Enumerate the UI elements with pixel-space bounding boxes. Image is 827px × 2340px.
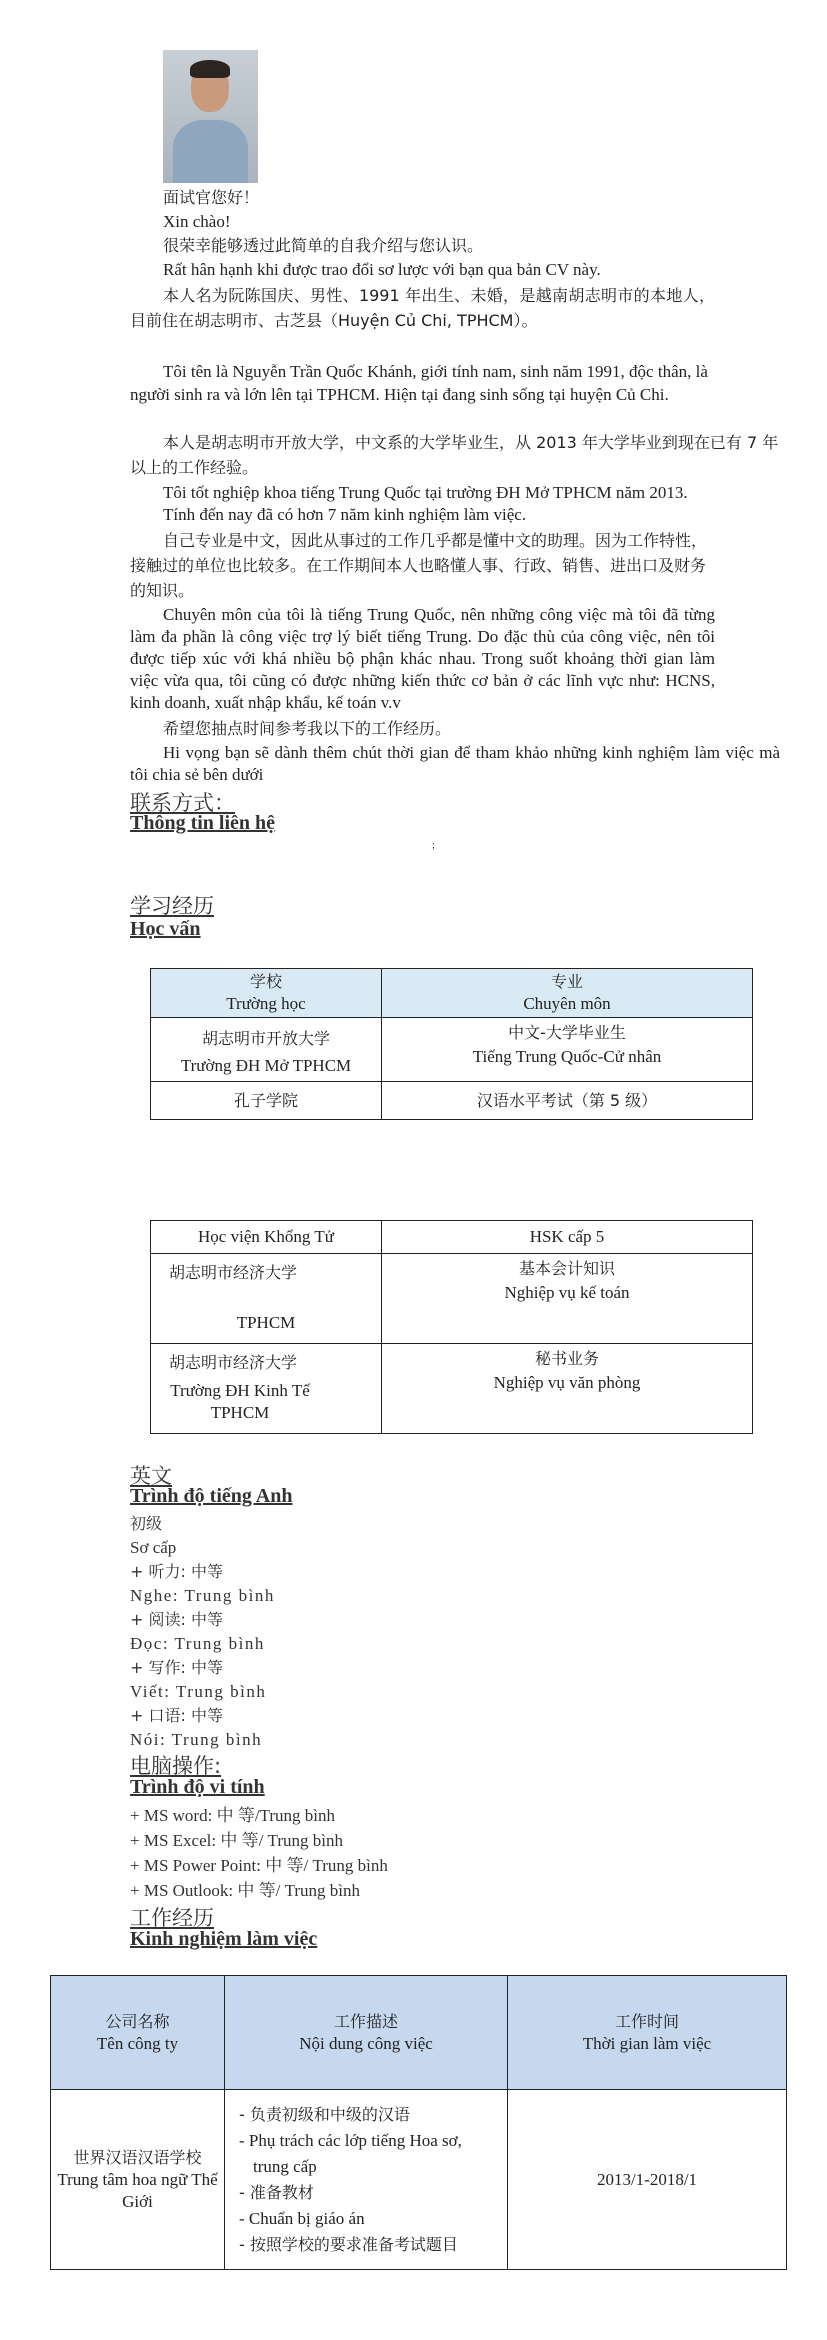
header-school-vn: Trường học [226,994,306,1013]
work-table [50,1975,787,2270]
table-header-row [151,969,753,1018]
major-vn: HSK cấp 5 [529,1227,605,1246]
table-header-row [51,1976,787,2090]
intro-p3-vn1: Tôi tốt nghiệp khoa tiếng Trung Quốc tại trường ĐH Mở TPHCM năm 2013. [163,483,688,502]
school-cn: 胡志明市开放大学 [201,1028,330,1048]
intro-p5-cn: 希望您抽点时间参考我以下的工作经历。 [163,719,452,738]
education-title-cn: 学习经历 [130,894,214,918]
skill-word: + MS word: 中 等/Trung bình [130,1806,335,1825]
duty-item: - 负责初级和中级的汉语 [239,2104,410,2124]
level-cn: 初级 [130,1514,163,1533]
school-cn: 胡志明市经济大学 [169,1353,298,1372]
contact-title-cn: 联系方式： [130,791,235,815]
skill-reading-cn: + 阅读: 中等 [130,1610,223,1629]
school-vn: TPHCM [236,1313,296,1332]
table-row [151,1344,753,1434]
table-row [151,1221,753,1254]
header-major-vn: Chuyên môn [523,994,611,1013]
table-row [151,1254,753,1344]
header-major-cn: 专业 [550,972,583,991]
intro-p2-vn: Tôi tên là Nguyễn Trần Quốc Khánh, giới tính nam, sinh năm 1991, độc thân, là người sinh ra và lớn lên tại TPHCM. Hiện tại đang sinh sống tại huyện Củ Chi. [130,362,708,404]
intro-p4-vn: Chuyên môn của tôi là tiếng Trung Quốc, nên những công việc mà tôi đã từng làm đa phần là công việc trợ lý biết tiếng Trung. Do đặc thù của công việc, nên tôi được tiếp xúc với khá nhiều bộ phận khác nhau. Trong suốt khoảng thời gian làm việc vừa qua, tôi cũng có được những kiến thức cơ bản ở các lĩnh vực như: HCNS, kinh doanh, xuất nhập khẩu, kế toán v.v [130,605,715,712]
skill-outlook: + MS Outlook: 中 等/ Trung bình [130,1881,360,1900]
table-row [151,1082,753,1120]
table-row [51,2090,787,2270]
header-time-cn: 工作时间 [614,2011,679,2031]
intro-p4-cn: 自己专业是中文，因此从事过的工作几乎都是懂中文的助理。因为工作特性，接触过的单位也比较多。在工作期间本人也略懂人事、行政、销售、进出口及财务的知识。 [130,531,708,600]
contact-title-vn: Thông tin liên hệ [130,812,276,834]
skill-powerpoint: + MS Power Point: 中 等/ Trung bình [130,1856,388,1875]
intro-p1-cn: 很荣幸能够透过此简单的自我介绍与您认识。 [163,236,484,255]
header-school-cn: 学校 [249,972,282,991]
major-vn: Nghiệp vụ kế toán [504,1283,630,1302]
school-vn: Học viện Khổng Tử [198,1227,334,1246]
header-company-vn: Tên công ty [96,2033,179,2053]
school-vn: Trường ĐH Mở TPHCM [180,1055,352,1075]
company-cn: 世界汉语汉语学校 [73,2147,202,2167]
level-vn: Sơ cấp [130,1538,177,1557]
intro-p3-vn2: Tính đến nay đã có hơn 7 năm kinh nghiệm làm việc. [163,505,527,524]
english-title-vn: Trình độ tiếng Anh [130,1485,293,1507]
work-title-vn: Kinh nghiệm làm việc [130,1928,318,1950]
company-vn: Trung tâm hoa ngữ Thế Giới [57,2169,218,2211]
computer-title-vn: Trình độ vi tính [130,1776,265,1798]
skill-speaking-cn: + 口语: 中等 [130,1706,223,1725]
major-vn: Nghiệp vụ văn phòng [493,1373,641,1392]
intro-p2-cn: 本人名为阮陈国庆、男性、1991 年出生、未婚，是越南胡志明市的本地人， 目前住在胡志明市、古芝县（Huyện Củ Chi, TPHCM）。 [130,286,715,330]
table-row [151,1018,753,1082]
major-cn: 中文-大学毕业生 [508,1023,626,1042]
header-desc-cn: 工作描述 [333,2011,398,2031]
skill-excel: + MS Excel: 中 等/ Trung bình [130,1831,343,1850]
skill-listening-cn: + 听力: 中等 [130,1562,223,1581]
work-title-cn: 工作经历 [130,1906,214,1930]
school-cn: 胡志明市经济大学 [169,1263,298,1282]
header-time-vn: Thời gian làm việc [582,2033,712,2053]
education-table-continued [150,1220,753,1434]
header-company-cn: 公司名称 [105,2011,170,2031]
english-title-cn: 英文 [130,1464,172,1488]
education-title-vn: Học vấn [130,918,201,940]
intro-p1-vn: Rất hân hạnh khi được trao đổi sơ lược với bạn qua bản CV này. [163,260,601,279]
major-cn: 秘书业务 [534,1349,599,1368]
major-vn: Tiếng Trung Quốc-Cử nhân [472,1047,662,1066]
duty-list [235,2102,499,2258]
contact-mark: ; [432,840,435,851]
work-period: 2013/1-2018/1 [596,2169,698,2189]
skill-reading-vn: Đọc: Trung bình [130,1634,265,1653]
header-desc-vn: Nội dung công việc [299,2033,433,2053]
intro-p3-cn: 本人是胡志明市开放大学，中文系的大学毕业生，从 2013 年大学毕业到现在已有 7 年以上的工作经验。 [130,433,779,477]
education-table [150,968,753,1120]
major-cn: 汉语水平考试（第 5 级） [476,1090,658,1110]
duty-item: - 准备教材 [239,2182,314,2202]
profile-photo [163,50,258,183]
skill-writing-vn: Viết: Trung bình [130,1682,267,1701]
skill-speaking-vn: Nói: Trung bình [130,1730,263,1749]
school-cn: 孔子学院 [233,1090,298,1110]
duty-item: - Phụ trách các lớp tiếng Hoa sơ, trung cấp [239,2130,462,2176]
intro-p5-vn: Hi vọng bạn sẽ dành thêm chút thời gian để tham khảo những kinh nghiệm làm việc mà tôi chia sẻ bên dưới [130,743,780,784]
duty-item: - Chuẩn bị giáo án [239,2208,365,2228]
computer-skills [130,1803,388,1903]
greeting-vn: Xin chào! [163,212,231,231]
english-levels [130,1512,275,1752]
skill-writing-cn: + 写作: 中等 [130,1658,223,1677]
school-vn: Trường ĐH Kinh Tế TPHCM [170,1381,310,1422]
computer-title-cn: 电脑操作: [130,1754,222,1778]
greeting-cn: 面试官您好！ [163,188,260,207]
major-cn: 基本会计知识 [518,1259,615,1278]
duty-item: - 按照学校的要求准备考试题目 [239,2234,458,2254]
skill-listening-vn: Nghe: Trung bình [130,1586,275,1605]
